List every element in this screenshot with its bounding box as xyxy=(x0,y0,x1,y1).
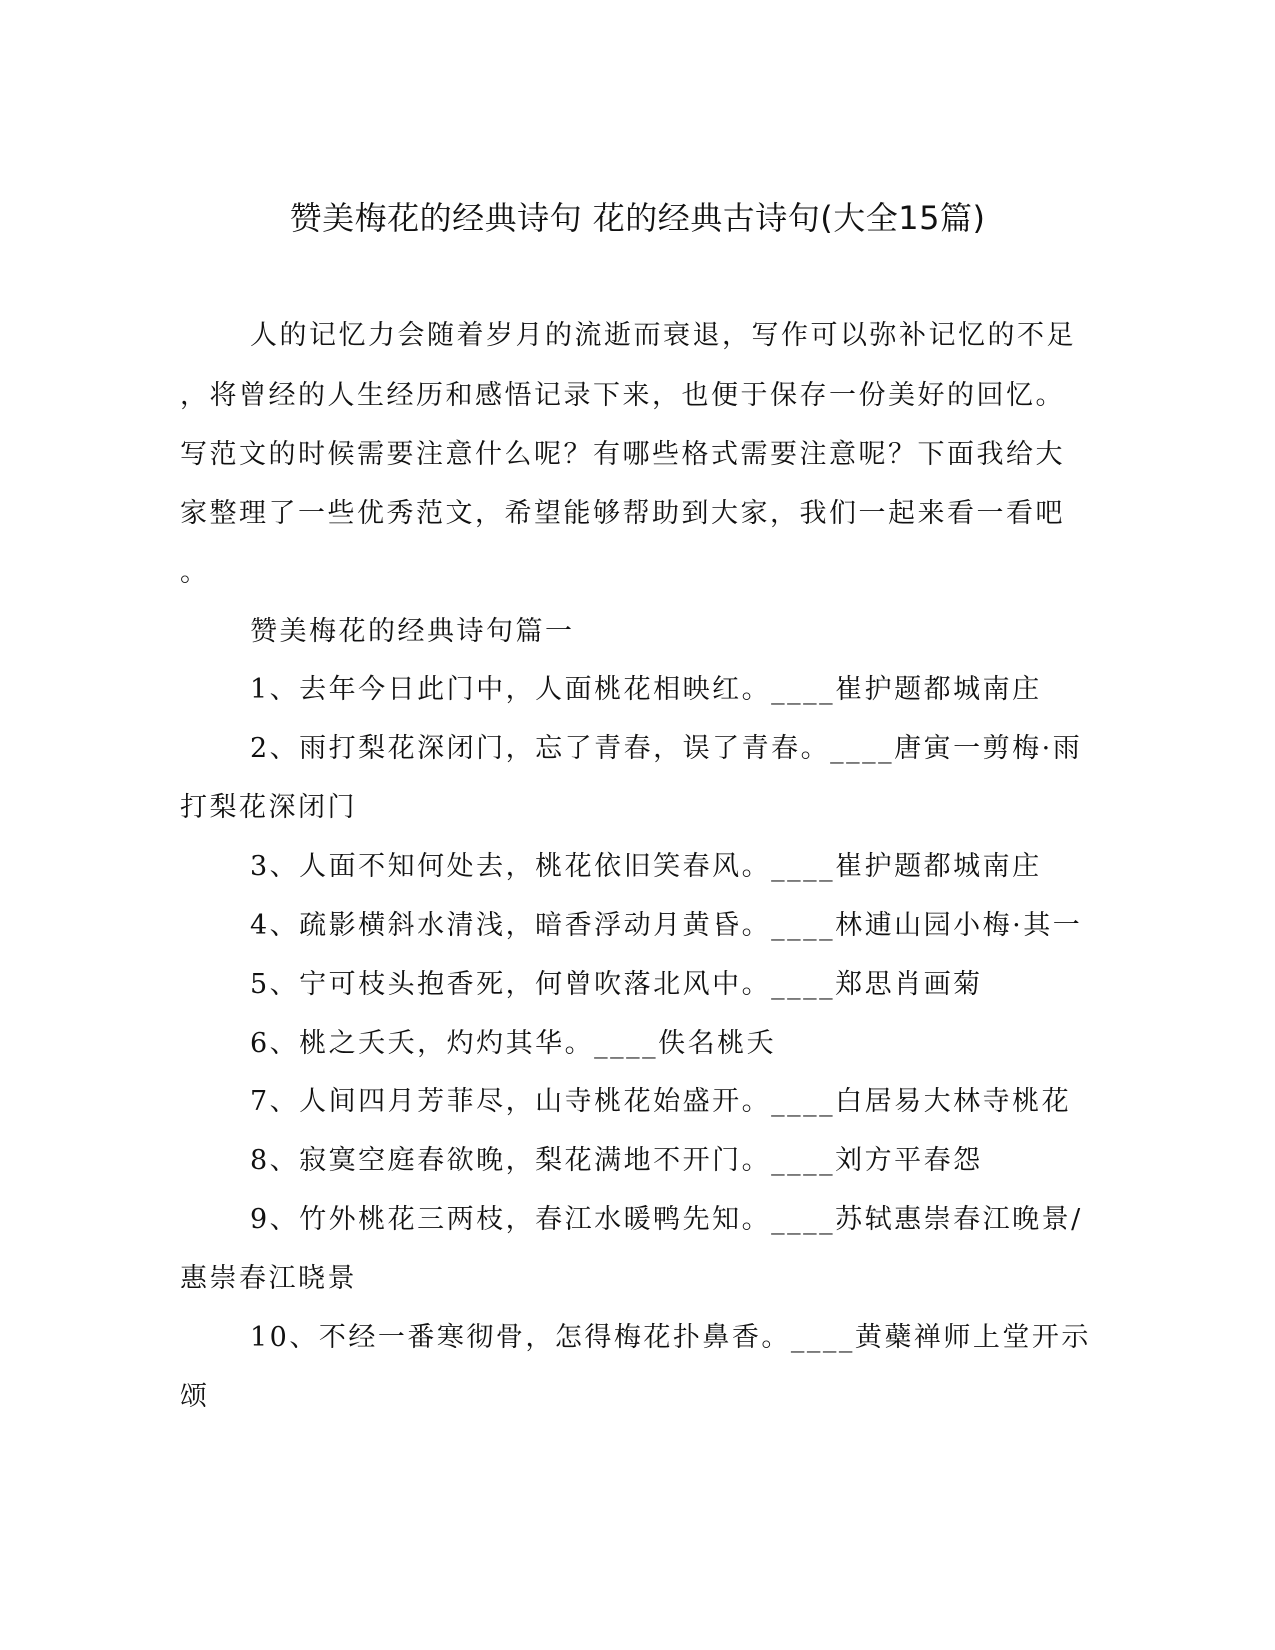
poem-item: 8、寂寞空庭春欲晚，梨花满地不开门。____刘方平春怨 xyxy=(250,1145,983,1176)
poem-item-continuation: 惠崇春江晓景 xyxy=(180,1263,357,1294)
intro-line: 人的记忆力会随着岁月的流逝而衰退，写作可以弥补记忆的不足 xyxy=(250,320,1076,351)
poem-item: 4、疏影横斜水清浅，暗香浮动月黄昏。____林逋山园小梅·其一 xyxy=(250,910,1083,941)
poem-item: 1、去年今日此门中，人面桃花相映红。____崔护题都城南庄 xyxy=(250,674,1042,705)
intro-line: 。 xyxy=(180,557,210,588)
poem-item: 7、人间四月芳菲尽，山寺桃花始盛开。____白居易大林寺桃花 xyxy=(250,1086,1072,1117)
intro-line: 写范文的时候需要注意什么呢？有哪些格式需要注意呢？下面我给大 xyxy=(180,439,1065,470)
poem-item-continuation: 颂 xyxy=(180,1381,210,1412)
section-heading: 赞美梅花的经典诗句篇一 xyxy=(250,616,575,647)
intro-line: ，将曾经的人生经历和感悟记录下来，也便于保存一份美好的回忆。 xyxy=(180,380,1065,411)
poem-item: 2、雨打梨花深闭门，忘了青春，误了青春。____唐寅一剪梅·雨 xyxy=(250,733,1083,764)
document-title: 赞美梅花的经典诗句 花的经典古诗句(大全15篇) xyxy=(289,199,986,237)
poem-item: 3、人面不知何处去，桃花依旧笑春风。____崔护题都城南庄 xyxy=(250,851,1042,882)
poem-item: 6、桃之夭夭，灼灼其华。____佚名桃夭 xyxy=(250,1028,777,1059)
poem-item: 9、竹外桃花三两枝，春江水暖鸭先知。____苏轼惠崇春江晚景/ xyxy=(250,1204,1083,1235)
poem-item: 5、宁可枝头抱香死，何曾吹落北风中。____郑思肖画菊 xyxy=(250,969,983,1000)
intro-line: 家整理了一些优秀范文，希望能够帮助到大家，我们一起来看一看吧 xyxy=(180,498,1065,529)
poem-item-continuation: 打梨花深闭门 xyxy=(180,792,357,823)
poem-item: 10、不经一番寒彻骨，怎得梅花扑鼻香。____黄蘗禅师上堂开示 xyxy=(250,1322,1091,1353)
